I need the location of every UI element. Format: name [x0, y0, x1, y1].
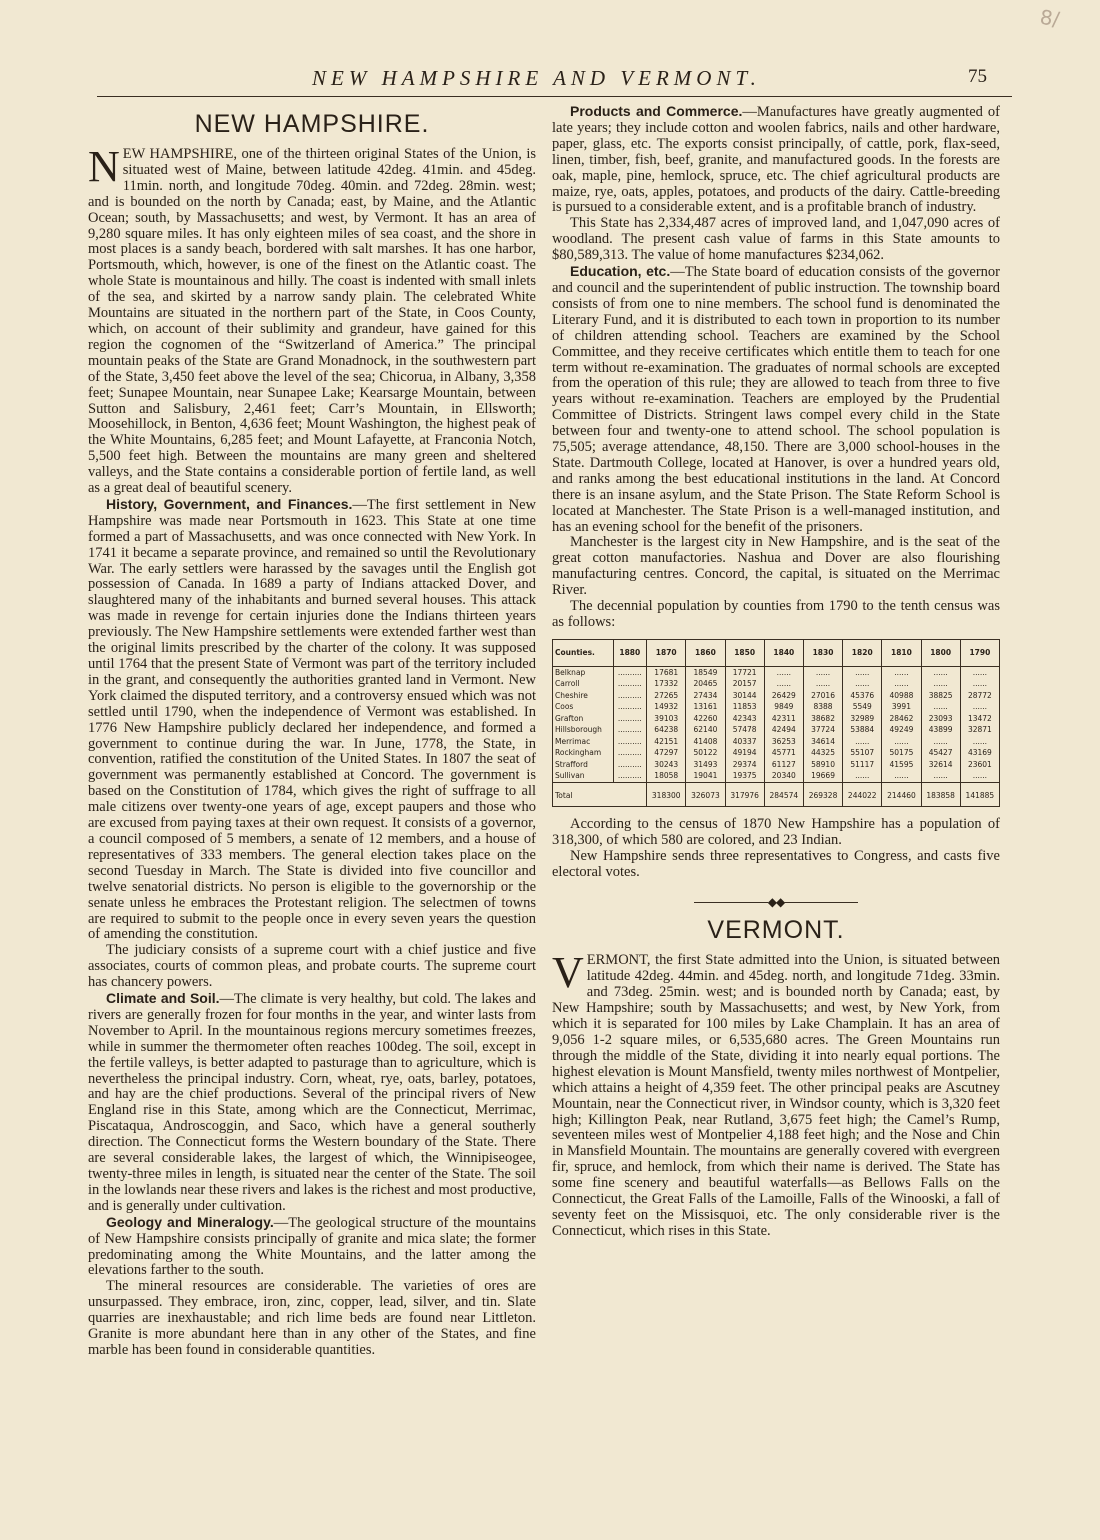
climate-subheading: Climate and Soil. — [106, 990, 220, 1007]
census-cell: 49194 — [725, 747, 764, 759]
census-cell: ...... — [843, 678, 882, 690]
census-cell: ...... — [843, 666, 882, 678]
census-cell: 3991 — [882, 701, 921, 713]
vt-dropcap: V — [552, 948, 584, 998]
census-intro-paragraph: The decennial population by counties from 1790 to the tenth census was as follows: — [552, 598, 1000, 630]
census-cell: 62140 — [686, 724, 725, 736]
history-text: —The first settlement in New Hampshire was made near Portsmouth in 1623. This State at one time formed a part of Massachusetts, and was once connected with New York. In 1741 it became a separate province, and remained so until the Revolutionary War. The early settlers were harassed by the savages until the English got possession of Canada. In 1689 a party of Indians attacked Dover, and slaughtered many of the inhabitants and burned several houses. This attack was made in revenge for certain injuries done the Indians thirteen years previously. The New Hampshire settlements were extended farther west than the original limits prescribed by the charter of the colony. It was supposed until 1764 that the present State of Vermont was part of the territory included in the grant, and consequently the authorities granted land in Vermont. New York claimed the disputed territory, and a controversy ensued which was not settled until 1790, when the independence of Vermont was established. In 1776 New Hampshire publicly declared her independence, and formed a government to continue during the war. In June, 1778, the State, in convention, ratified the constitution of the United States. In 1807 the seat of government was permanently established at Concord. The government is based on the Constitution of 1784, which gives the right of suffrage to all male citizens over twenty-one years of age, except paupers and those who are excused from paying taxes at their own request. It consists of a governor, a council composed of 5 members, a senate of 12 members, and a house of representatives of 333 members. The general election takes place on the second Tuesday in March. The State is divided into five councillor and twelve senatorial districts. No person is eligible to the governorship or the senate unless he embraces the Protestant religion. The selectmen of towns are required to submit to the people once in every seven years the question of amending the constitution. — [88, 496, 536, 943]
census-cell: 23601 — [960, 759, 999, 771]
census-cell: .......... — [613, 736, 647, 748]
census-header-year: 1790 — [960, 639, 999, 666]
census-header-counties: Counties. — [553, 639, 614, 666]
census-cell: 42494 — [764, 724, 803, 736]
census-cell: 57478 — [725, 724, 764, 736]
census-header-year: 1810 — [882, 639, 921, 666]
census-cell: 32614 — [921, 759, 960, 771]
census-row — [553, 690, 1000, 702]
education-subheading: Education, etc. — [570, 263, 671, 280]
census-cell: 47297 — [647, 747, 686, 759]
census-header-year: 1860 — [686, 639, 725, 666]
census-county: Sullivan — [555, 771, 585, 781]
census-cell: 45771 — [764, 747, 803, 759]
census-cell: 28462 — [882, 713, 921, 725]
census-county: Hillsborough — [555, 725, 602, 735]
census-row — [553, 759, 1000, 771]
products-text: —Manufactures have greatly augmented of late years; they include cotton and woolen fabrics, nails and other hardware, paper, glass, etc. The exports consist principally, of cattle, pork, flax-seed, linen, timber, fish, beef, granite, and manufactured goods. In the forests are oak, maple, pine, hemlock, spruce, etc. The chief agricultural products are maize, rye, oats, apples, potatoes, and products of the dairy. Cattle-breeding is pursued to a considerable extent, and is a profitable branch of industry. — [552, 104, 1000, 216]
census-header-row — [553, 639, 1000, 666]
section-ornament: ◆◆ — [552, 895, 1000, 911]
census-cell: 49249 — [882, 724, 921, 736]
geology-text: —The geological structure of the mountains of New Hampshire consists principally of granite and mica slate; the former predominating among the White Mountains, and the latter among the elevations farther to the south. — [88, 1214, 536, 1279]
census-cell: .......... — [613, 713, 647, 725]
census-cell: 32871 — [960, 724, 999, 736]
judiciary-paragraph: The judiciary consists of a supreme court with a chief justice and five associates, courts of common pleas, and probate courts. The supreme court has chancery powers. — [88, 942, 536, 991]
nh-intro-paragraph — [88, 142, 536, 497]
census-cell: ...... — [921, 678, 960, 690]
census-cell: 18549 — [686, 666, 725, 678]
census-cell: 20157 — [725, 678, 764, 690]
census-header-year: 1800 — [921, 639, 960, 666]
census-total-row — [553, 782, 1000, 806]
census-cell: ...... — [960, 770, 999, 782]
census-county: Cheshire — [555, 690, 588, 700]
census-total-cell: 318300 — [647, 782, 686, 806]
census-cell: ...... — [921, 770, 960, 782]
census-county: Strafford — [555, 759, 588, 769]
census-cell: 31493 — [686, 759, 725, 771]
census-total-cell: 269328 — [803, 782, 842, 806]
census-row — [553, 701, 1000, 713]
manchester-paragraph: Manchester is the largest city in New Hampshire, and is the seat of the great cotton manufactories. Nashua and Dover are also flourishing manufacturing centres. Concord, the capital, is situated on the Merrimac River. — [552, 534, 1000, 599]
census-cell: 45376 — [843, 690, 882, 702]
census-cell: ...... — [843, 770, 882, 782]
census-cell: .......... — [613, 724, 647, 736]
census-cell: ...... — [882, 678, 921, 690]
representatives-paragraph: New Hampshire sends three representatives to Congress, and casts five electoral votes. — [552, 847, 1000, 880]
census-cell: 45427 — [921, 747, 960, 759]
right-column — [552, 104, 1000, 1240]
census-cell: 8388 — [803, 701, 842, 713]
census-county: Rockingham — [555, 748, 602, 758]
census-header-year: 1830 — [803, 639, 842, 666]
census-cell: 40988 — [882, 690, 921, 702]
census-header-year: 1820 — [843, 639, 882, 666]
census-cell: 53884 — [843, 724, 882, 736]
census-cell: .......... — [613, 747, 647, 759]
census-cell: 51117 — [843, 759, 882, 771]
census-cell: 40337 — [725, 736, 764, 748]
census-total-cell: 326073 — [686, 782, 725, 806]
census-cell: .......... — [613, 666, 647, 678]
census-cell: 27434 — [686, 690, 725, 702]
census-cell: 42343 — [725, 713, 764, 725]
education-paragraph — [552, 264, 1000, 535]
history-subheading: History, Government, and Finances. — [106, 495, 353, 512]
census-cell: 9849 — [764, 701, 803, 713]
census-cell: .......... — [613, 690, 647, 702]
census-cell: ...... — [882, 736, 921, 748]
history-paragraph — [88, 497, 536, 943]
census-cell: 11853 — [725, 701, 764, 713]
census-row — [553, 713, 1000, 725]
census-county: Coos — [555, 702, 574, 712]
census-cell: 5549 — [843, 701, 882, 713]
census-cell: ...... — [882, 666, 921, 678]
products-paragraph — [552, 104, 1000, 216]
census-header-year: 1880 — [613, 639, 647, 666]
census-cell: ...... — [921, 701, 960, 713]
census-cell: 18058 — [647, 770, 686, 782]
census-cell: 13472 — [960, 713, 999, 725]
census-cell: 34614 — [803, 736, 842, 748]
nh-heading: NEW HAMPSHIRE. — [194, 110, 430, 138]
census-row — [553, 747, 1000, 759]
census-cell: 44325 — [803, 747, 842, 759]
census-cell: ...... — [960, 736, 999, 748]
census-row — [553, 724, 1000, 736]
census-total-cell: 183858 — [921, 782, 960, 806]
census-cell: 30144 — [725, 690, 764, 702]
page-number: 75 — [968, 66, 987, 87]
climate-text: —The climate is very healthy, but cold. The lakes and rivers are generally frozen for four months in the year, and winter lasts from November to April. In the mountainous regions mercury sometimes freezes, while in summer the thermometer often reaches 100deg. The soil, except in the fertile valleys, is better adapted to pasturage than to agriculture, which is nevertheless the principal industry. Corn, wheat, rye, oats, barley, potatoes, and hay are the chief productions. Several of the principal rivers of New England rise in this State, among which are the Connecticut, Merrimac, Piscataqua, Androscoggin, and Saco, which have a general southerly direction. The Connecticut forms the Western boundary of the State. There are several considerable lakes, the largest of which, the Winnipiseogee, twenty-three miles in length, is situated near the center of the State. The soil in the lowlands near these rivers and lakes is the richest and most productive, and is generally under cultivation. — [88, 991, 536, 1214]
census-row — [553, 736, 1000, 748]
census-cell: .......... — [613, 770, 647, 782]
vt-intro-text: ERMONT, the first State admitted into the Union, is situated between latitude 42deg. 44min. and 45deg. north, and longitude 71deg. 33min. and 73deg. 25min. west; and is bounded north by Canada; east, by New Hampshire; south by Massachusetts; and west, by New York, from which it is separated for 100 miles by Lake Champlain. It has an area of 9,056 1-2 square miles, or 6,535,680 acres. The Green Mountains run through the middle of the State, dividing it into nearly equal portions. The highest elevation is Mount Mansfield, twenty miles northwest of Montpelier, which attains a height of 4,359 feet. The other principal peaks are Ascutney Mountain, near the Connecticut river, in Windsor county, which is 3,320 feet high; Killington Peak, near Rutland, 3,675 feet high; the Camel’s Rump, seventeen miles west of Montpelier 4,188 feet high; and the Nose and Chin in Mansfield Mountain. The mountains are generally covered with evergreen fir, spruce, and hemlock, from which their name is derived. The State has some fine scenery and beautiful waterfalls—as Bellows Falls on the Connecticut, the Great Falls of the Lamoille, Falls of the Winooski, a fall of seventy feet on the Missisquoi, etc. The only considerable river is the Connecticut, which rises in this State. — [552, 952, 1000, 1239]
census-cell: 58910 — [803, 759, 842, 771]
census-cell: 23093 — [921, 713, 960, 725]
census-cell: 30243 — [647, 759, 686, 771]
census-county: Carroll — [555, 679, 580, 689]
census-cell: .......... — [613, 701, 647, 713]
census-cell: 19375 — [725, 770, 764, 782]
census-cell: 38682 — [803, 713, 842, 725]
geology-subheading: Geology and Mineralogy. — [106, 1213, 274, 1230]
census-cell: ...... — [921, 736, 960, 748]
header-rule — [97, 96, 1012, 97]
census-header-year: 1870 — [647, 639, 686, 666]
census-cell: .......... — [613, 759, 647, 771]
minerals-paragraph: The mineral resources are considerable. The varieties of ores are unsurpassed. They embrace, iron, zinc, copper, lead, silver, and tin. Slate quarries are inexhaustable; and rich lime beds are found near Littleton. Granite is more abundant here than in any other of the States, and fine marble has been found in considerable quantities. — [88, 1278, 536, 1358]
census-cell: 14932 — [647, 701, 686, 713]
census-cell: 20465 — [686, 678, 725, 690]
census-cell: 50122 — [686, 747, 725, 759]
census-cell: 55107 — [843, 747, 882, 759]
census-row — [553, 678, 1000, 690]
nh-intro-text: EW HAMPSHIRE, one of the thirteen original States of the Union, is situated west of Maine, between latitude 42deg. 41min. and 45deg. 11min. north, and longitude 70deg. 40min. and 72deg. 28min. west; and is bounded on the north by Canada; east, by Maine, and the Atlantic Ocean; south, by Massachusetts; and west, by Vermont. It has an area of 9,280 square miles. It has only eighteen miles of sea coast, and the shore in most places is a sandy beach, bordered with salt marshes. It has one harbor, Portsmouth, which, however, is one of the finest on the Atlantic coast. The whole State is mountainous and hilly. The coast is indented with small inlets of the sea, and skirted by a narrow sandy plain. The celebrated White Mountains are situated in the northern part of the State, in Coos County, which, on account of their sublimity and grandeur, have gained for this region the cognomen of the “Switzerland of America.” The principal mountain peaks of the State are Grand Monadnock, in the southwestern part of the State, 3,450 feet above the level of the sea; Chicorua, in Albany, 3,358 feet; Sunapee Mountain, near Sunapee Lake; Kearsarge Mountain, between Sutton and Salisbury, 2,461 feet; Carr’s Mountain, in Ellsworth; Moosehillock, in Benton, 4,636 feet; Mount Washington, the highest peak of the White Mountains, 6,285 feet; and Mount Lafayette, at Franconia Notch, 5,500 feet high. Between the mountains are many green and sheltered valleys, and the State contains a considerable portion of fertile land, as well as a great deal of beautiful scenery. — [88, 146, 536, 497]
census-cell: 27265 — [647, 690, 686, 702]
census-cell: .......... — [613, 678, 647, 690]
census-cell: 28772 — [960, 690, 999, 702]
vt-intro-paragraph — [552, 948, 1000, 1239]
census-total-cell: 284574 — [764, 782, 803, 806]
census-cell: 41408 — [686, 736, 725, 748]
census-total-cell: 214460 — [882, 782, 921, 806]
left-column — [88, 104, 536, 1359]
pencil-annotation: 8/ — [1038, 4, 1062, 32]
census-cell: 19669 — [803, 770, 842, 782]
census-cell: ...... — [960, 701, 999, 713]
census-cell: 17332 — [647, 678, 686, 690]
census-cell: ...... — [960, 666, 999, 678]
climate-paragraph — [88, 991, 536, 1215]
census-county: Merrimac — [555, 736, 591, 746]
land-paragraph: This State has 2,334,487 acres of improved land, and 1,047,090 acres of woodland. The present cash value of farms in this State amounts to $80,589,313. The value of home manufactures $234,062. — [552, 215, 1000, 264]
census-cell: 43169 — [960, 747, 999, 759]
census-cell: ...... — [803, 666, 842, 678]
census-total-cell: 141885 — [960, 782, 999, 806]
census-cell: 64238 — [647, 724, 686, 736]
census-cell: 26429 — [764, 690, 803, 702]
census-cell: 13161 — [686, 701, 725, 713]
census-cell: 29374 — [725, 759, 764, 771]
census-total-cell: 317976 — [725, 782, 764, 806]
census-cell: 42260 — [686, 713, 725, 725]
census-cell: 39103 — [647, 713, 686, 725]
running-head — [0, 66, 1100, 96]
census-total-label: Total — [553, 782, 647, 806]
census-cell: 41595 — [882, 759, 921, 771]
census-cell: 37724 — [803, 724, 842, 736]
census-header-year: 1850 — [725, 639, 764, 666]
census-cell: 36253 — [764, 736, 803, 748]
census-total-cell: 244022 — [843, 782, 882, 806]
education-text: —The State board of education consists of the governor and council and the superintendent of public instruction. The township board consists of from one to nine members. The school fund is denominated the Literary Fund, and it is distributed to each town in proportion to its number of children attending school. Teachers are examined by the School Committee, and they receive certificates which entitle them to teach for one term without re-examination. The graduates of normal schools are excepted from the operation of this rule; they are allowed to teach from three to five years without re-examination. Teachers are employed by the Prudential Committee of Districts. Stringent laws compel every child in the State between four and twenty-one to attend school. The school population is 75,505; average attendance, 48,150. There are 3,000 school-houses in the State. Dartmouth College, located at Hanover, is over a hundred years old, and ranks among the best educational institutions in the land. At Concord there is an insane asylum, and the State Prison. The State Reform School is located at Manchester. The State Prison is a well-managed institution, and has an evening school for the benefit of the prisoners. — [552, 264, 1000, 535]
census-cell: 42311 — [764, 713, 803, 725]
census-table — [552, 639, 1000, 807]
nh-dropcap: N — [88, 142, 120, 191]
census-header-year: 1840 — [764, 639, 803, 666]
census-cell: ...... — [843, 736, 882, 748]
census-county: Grafton — [555, 713, 584, 723]
geology-paragraph — [88, 1215, 536, 1280]
census-cell: 43899 — [921, 724, 960, 736]
census-cell: 17721 — [725, 666, 764, 678]
census-cell: ...... — [764, 666, 803, 678]
census-cell: 32989 — [843, 713, 882, 725]
census-cell: 19041 — [686, 770, 725, 782]
census-cell: 61127 — [764, 759, 803, 771]
census-cell: 42151 — [647, 736, 686, 748]
census-cell: 50175 — [882, 747, 921, 759]
census-cell: ...... — [921, 666, 960, 678]
census-cell: ...... — [803, 678, 842, 690]
census-body — [553, 666, 1000, 806]
census-row — [553, 666, 1000, 678]
census-cell: 27016 — [803, 690, 842, 702]
census-cell: ...... — [764, 678, 803, 690]
census-cell: ...... — [960, 678, 999, 690]
census-cell: 38825 — [921, 690, 960, 702]
census-cell: 20340 — [764, 770, 803, 782]
census-row — [553, 770, 1000, 782]
census-county: Belknap — [555, 667, 586, 677]
census-1870-paragraph: According to the census of 1870 New Hampshire has a population of 318,300, of which 580 are colored, and 23 Indian. — [552, 815, 1000, 848]
vt-heading: VERMONT. — [707, 916, 845, 945]
products-subheading: Products and Commerce. — [570, 103, 743, 119]
census-cell: ...... — [882, 770, 921, 782]
census-cell: 17681 — [647, 666, 686, 678]
running-title: NEW HAMPSHIRE AND VERMONT. — [312, 66, 761, 90]
